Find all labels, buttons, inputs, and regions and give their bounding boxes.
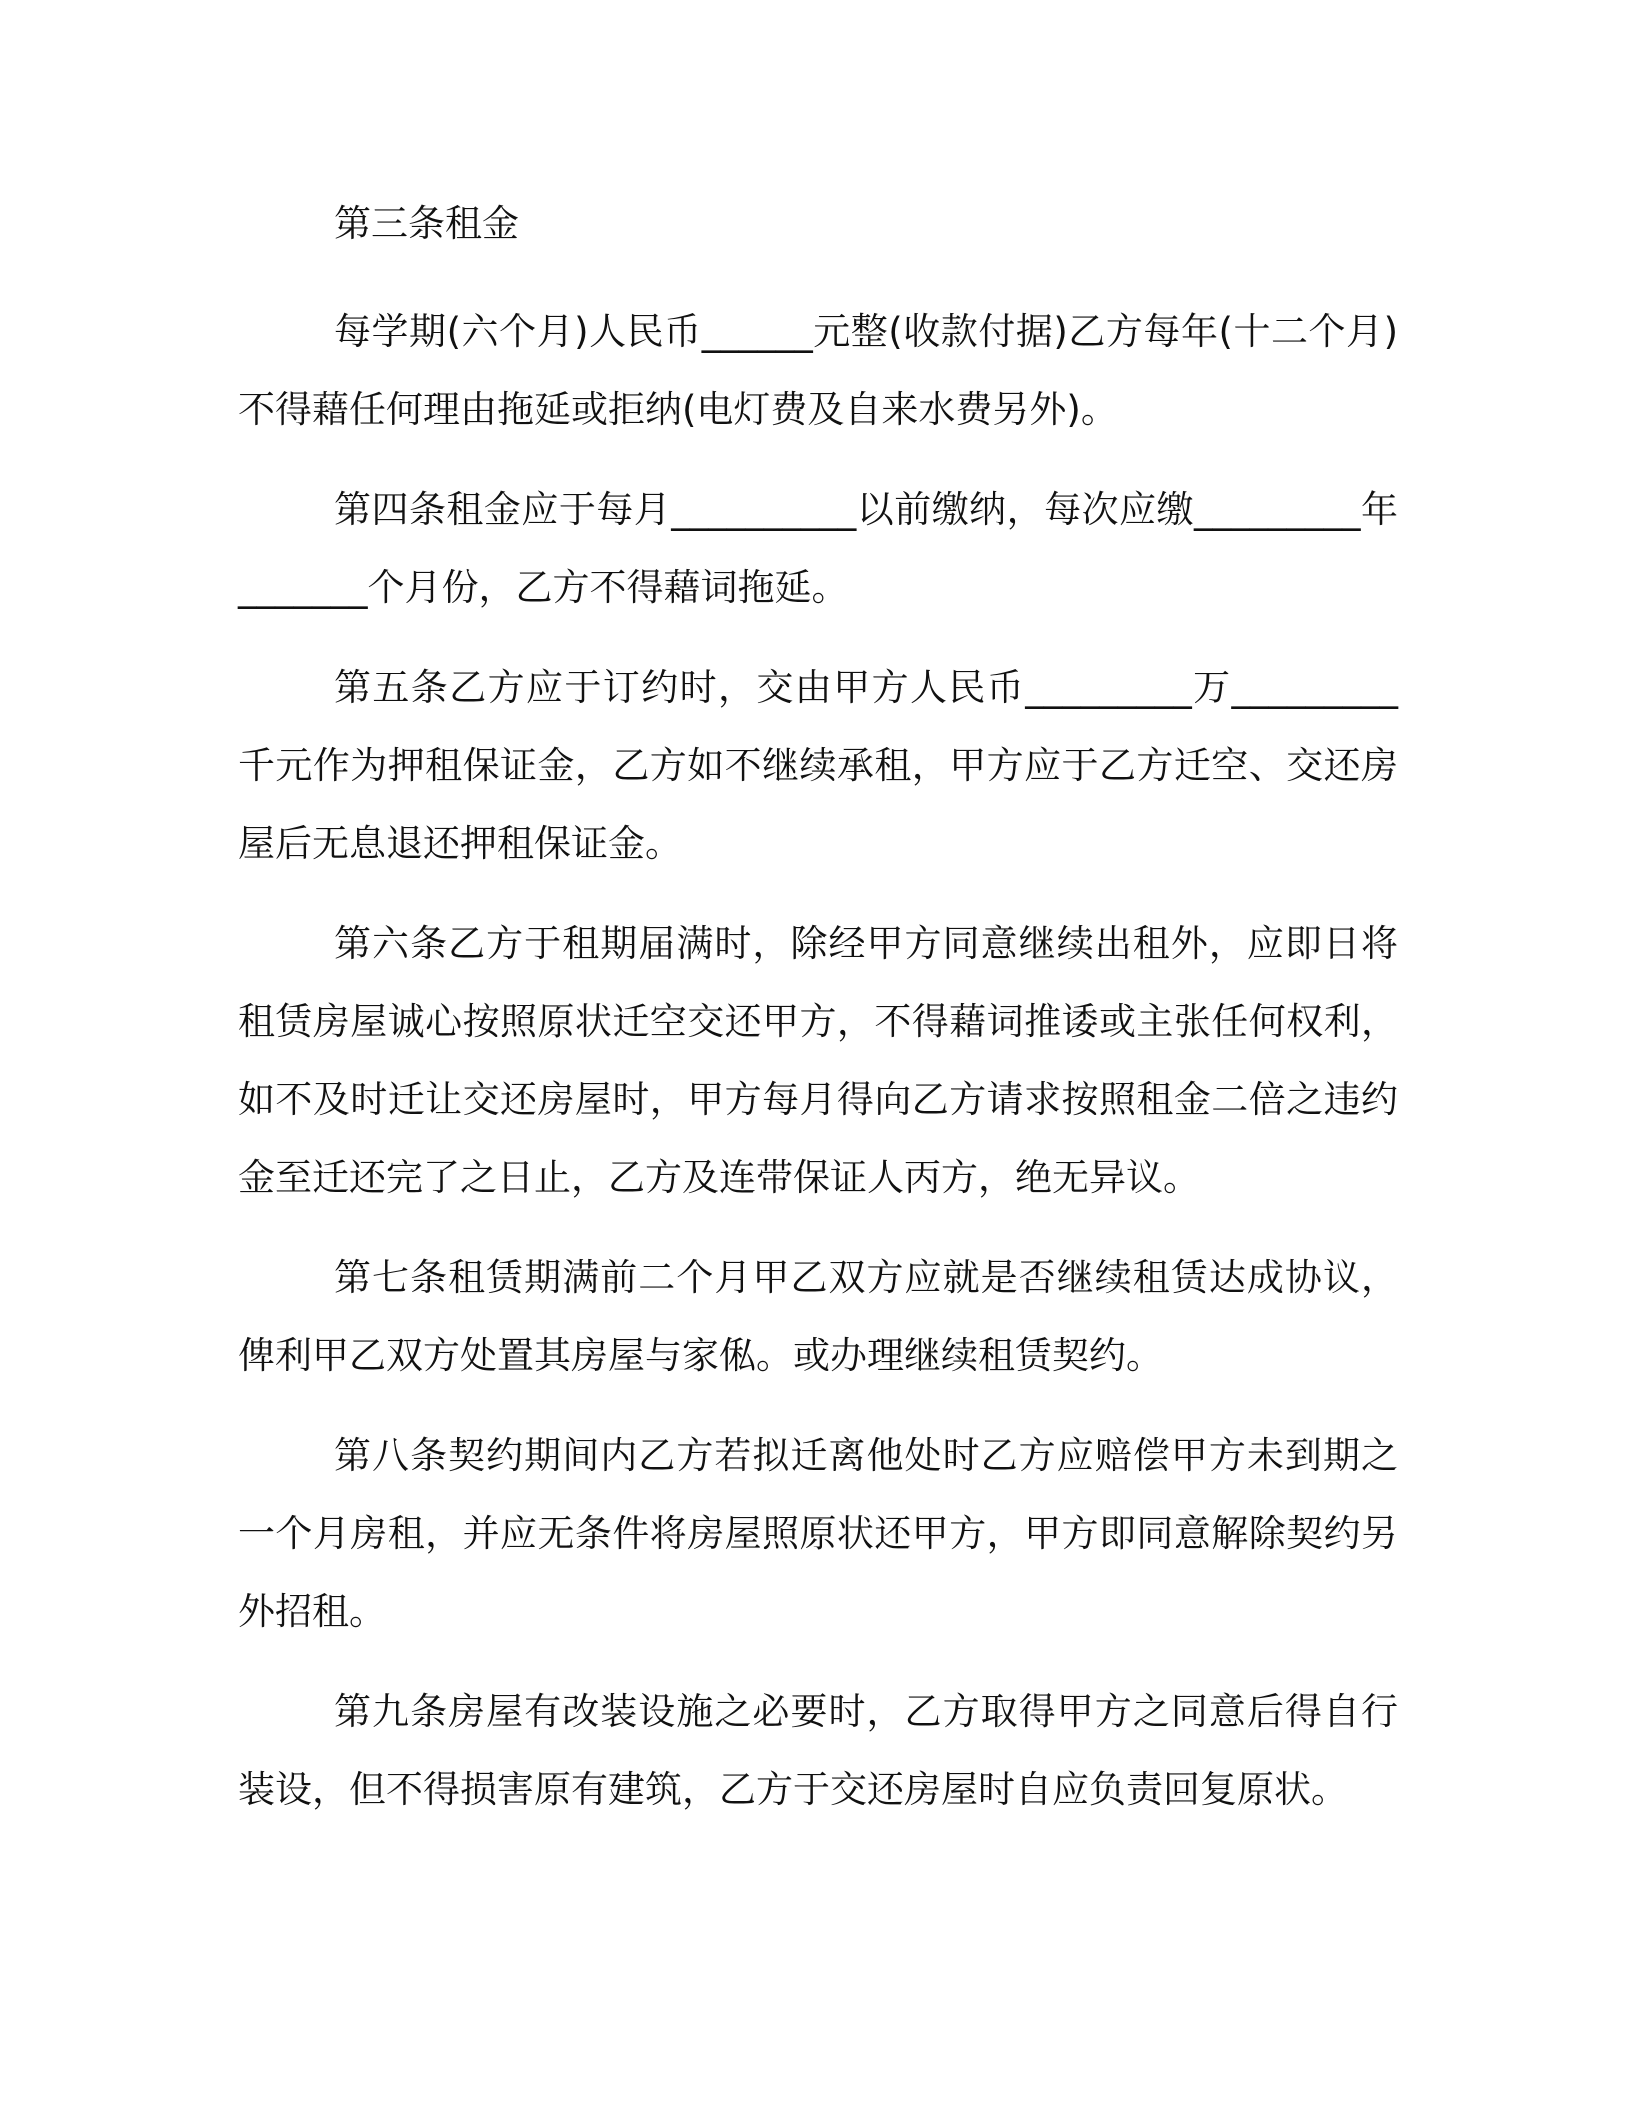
article-3-text: 每学期(六个月)人民币______元整(收款付据)乙方每年(十二个月)不得藉任何理由拖延或拒纳(电灯费及自来水费另外)。 <box>238 310 1398 431</box>
article-9-text: 第九条房屋有改装设施之必要时，乙方取得甲方之同意后得自行装设，但不得损害原有建筑，乙方于交还房屋时自应负责回复原状。 <box>238 1690 1398 1811</box>
article-6-text: 第六条乙方于租期届满时，除经甲方同意继续出租外，应即日将租赁房屋诚心按照原状迁空交还甲方，不得藉词推诿或主张任何权利，如不及时迁让交还房屋时，甲方每月得向乙方请求按照租金二倍之违约金至迁还完了之日止，乙方及连带保证人丙方，绝无异议。 <box>238 922 1398 1199</box>
article-7-text: 第七条租赁期满前二个月甲乙双方应就是否继续租赁达成协议，俾利甲乙双方处置其房屋与家俬。或办理继续租赁契约。 <box>238 1256 1398 1377</box>
article-8-text: 第八条契约期间内乙方若拟迁离他处时乙方应赔偿甲方未到期之一个月房租，并应无条件将房屋照原状还甲方，甲方即同意解除契约另外招租。 <box>238 1434 1398 1633</box>
article-4-text: 第四条租金应于每月__________以前缴纳，每次应缴_________年_______个月份，乙方不得藉词拖延。 <box>238 488 1398 609</box>
article-5-text: 第五条乙方应于订约时，交由甲方人民币_________万_________千元作为押租保证金，乙方如不继续承租，甲方应于乙方迁空、交还房屋后无息退还押租保证金。 <box>238 666 1398 865</box>
article-3-heading: 第三条租金 <box>334 202 519 245</box>
document-body <box>238 185 1398 1851</box>
